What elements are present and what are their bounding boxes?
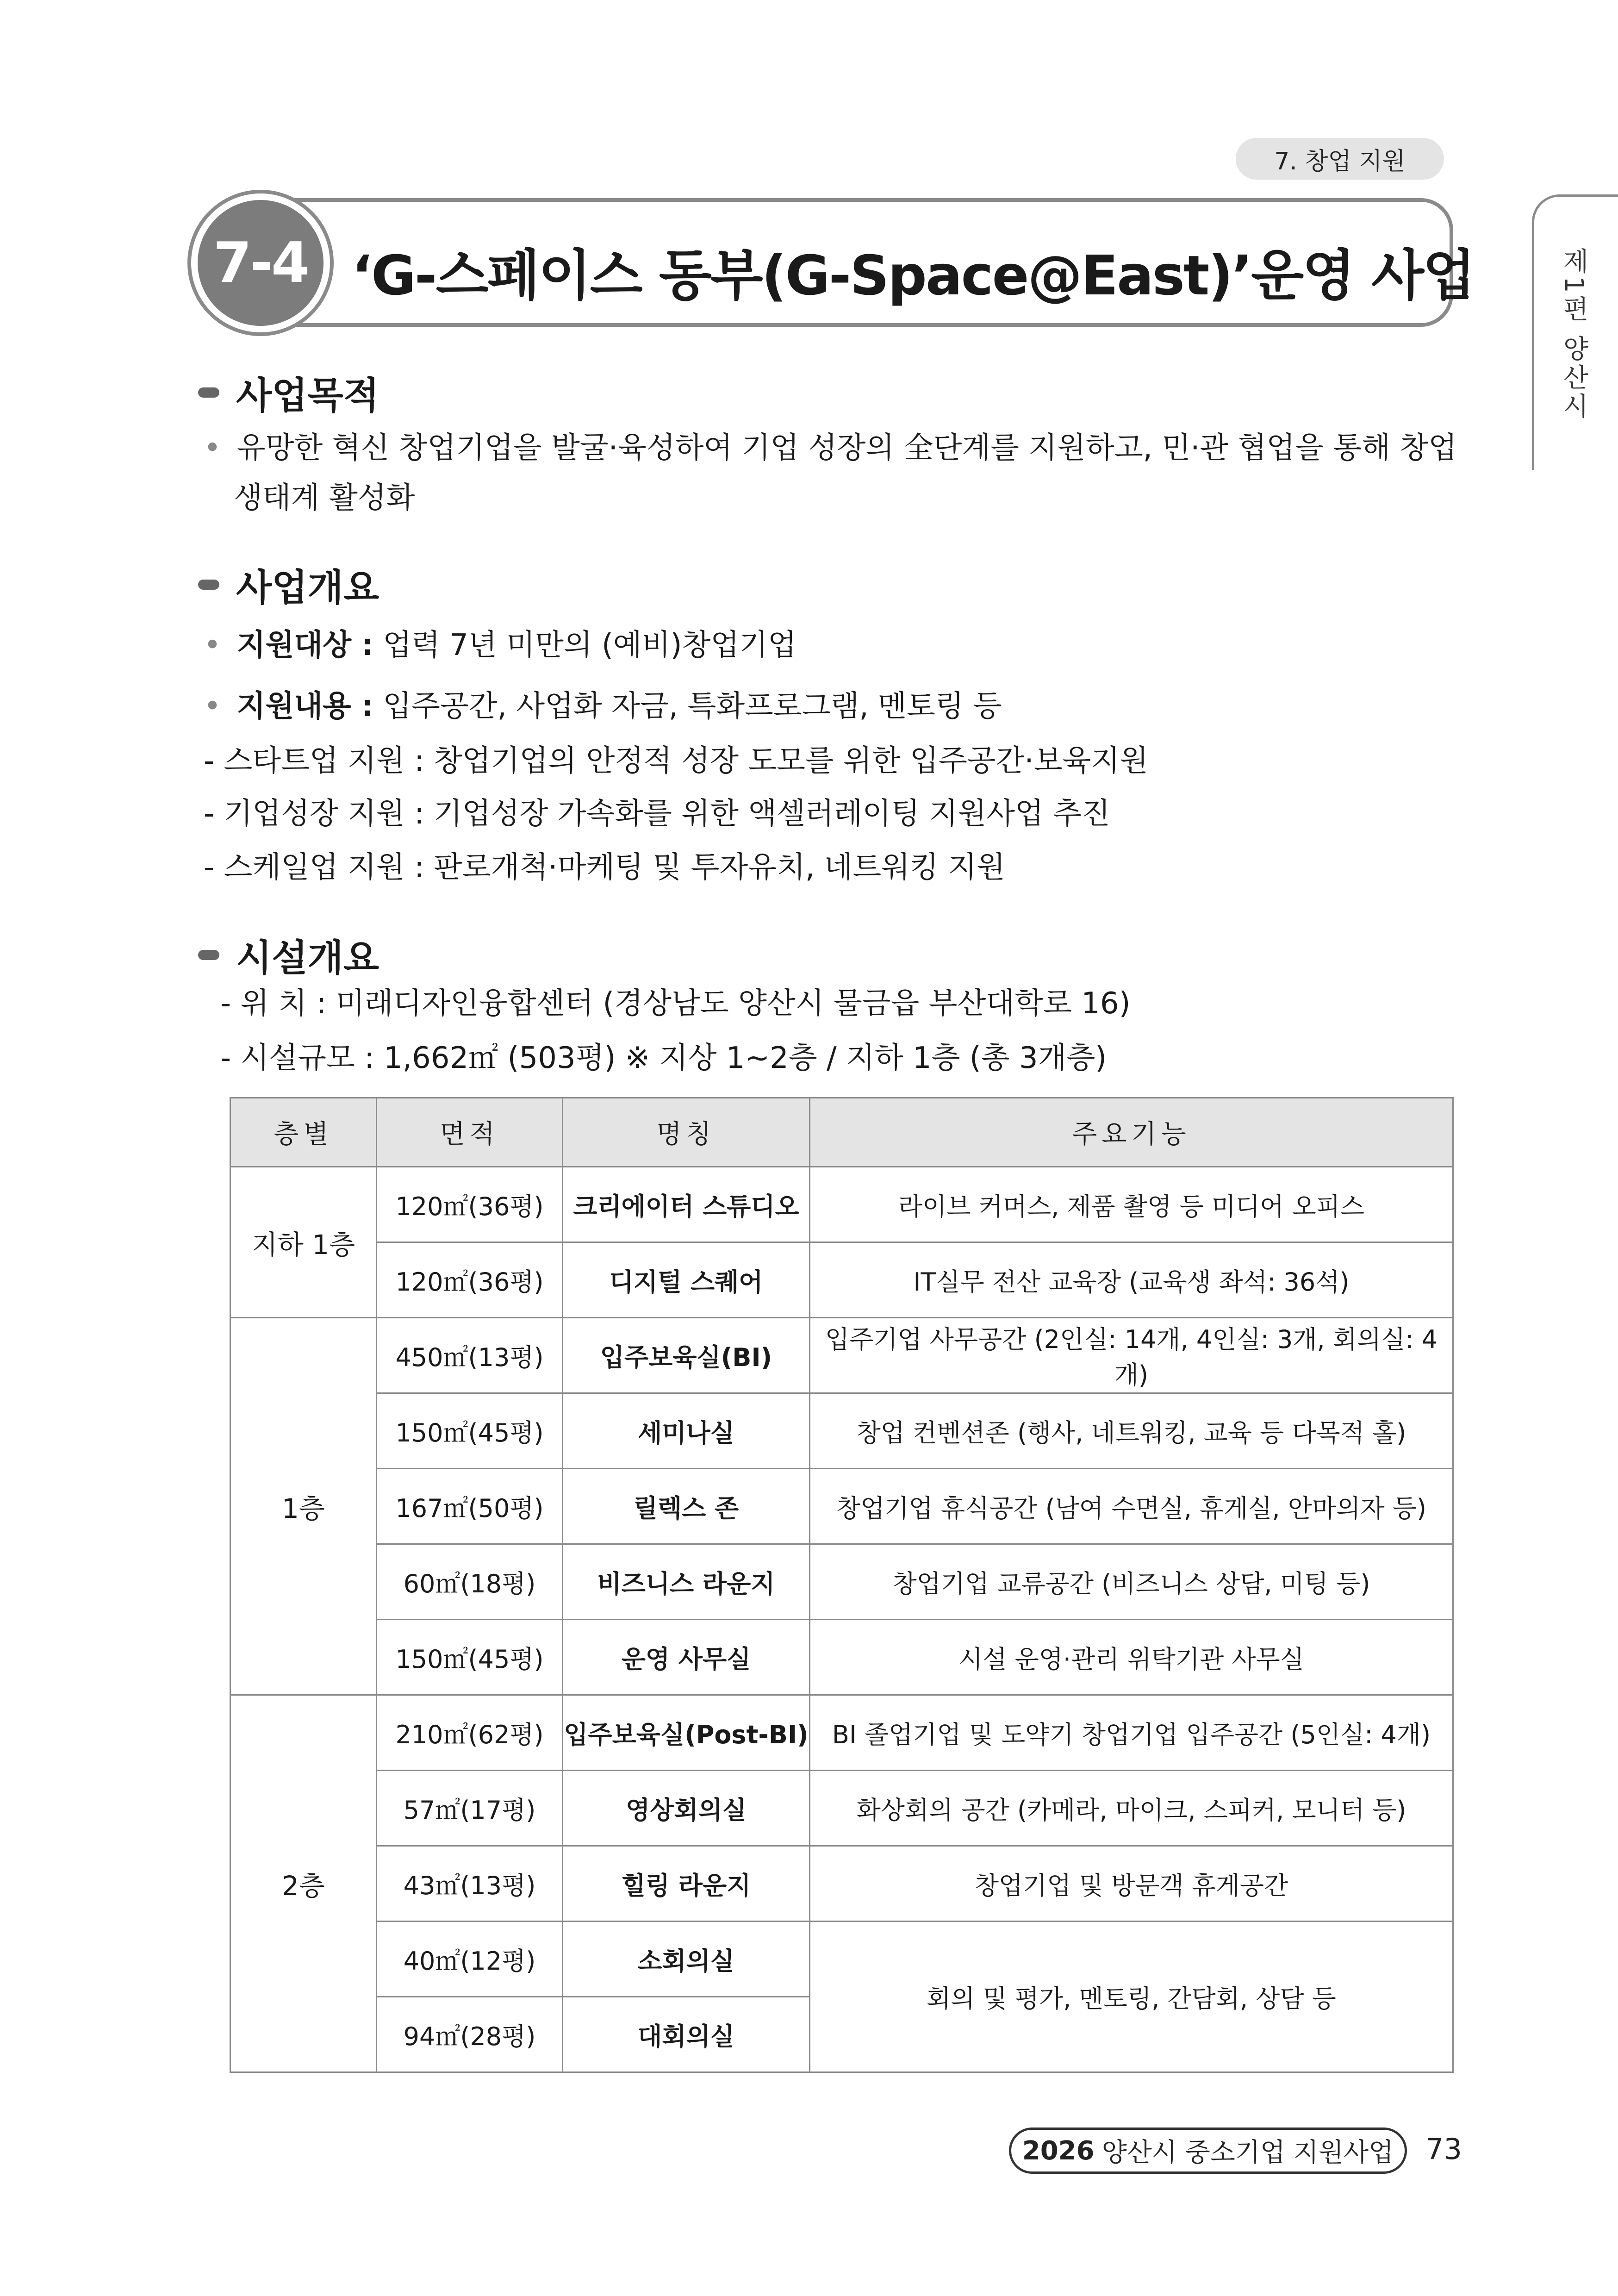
table-header-cell: 층별 xyxy=(230,1098,377,1167)
facility-scale: - 시설규모 : 1,662㎡ (503평) ※ 지상 1~2층 / 지하 1층 (총 3개층) xyxy=(220,1041,1107,1075)
function-cell: 시설 운영·관리 위탁기관 사무실 xyxy=(810,1620,1453,1695)
section-heading-facility xyxy=(198,928,379,981)
room-name-cell: 운영 사무실 xyxy=(563,1620,810,1695)
table-row xyxy=(230,1846,1453,1922)
function-cell: IT실무 전산 교육장 (교육생 좌석: 36석) xyxy=(810,1242,1453,1318)
floor-cell: 2층 xyxy=(230,1695,377,2072)
table-row xyxy=(230,1242,1453,1318)
area-cell: 210㎡(62평) xyxy=(377,1695,563,1771)
page-number: 73 xyxy=(1425,2132,1462,2166)
table-row xyxy=(230,1318,1453,1393)
function-cell: 창업기업 교류공간 (비즈니스 상담, 미팅 등) xyxy=(810,1544,1453,1620)
room-name-cell: 영상회의실 xyxy=(563,1771,810,1846)
table-row xyxy=(230,1393,1453,1469)
room-name-cell: 릴렉스 존 xyxy=(563,1469,810,1544)
section-heading-text: 시설개요 xyxy=(236,936,380,980)
table-row xyxy=(230,1620,1453,1695)
table-row xyxy=(230,1771,1453,1846)
table-header-cell: 주요기능 xyxy=(810,1098,1453,1167)
section-heading-text: 사업목적 xyxy=(236,374,380,417)
chapter-label: 7. 창업 지원 xyxy=(1236,138,1444,180)
purpose-line-1: • 유망한 혁신 창업기업을 발굴·육성하여 기업 성장의 全단계를 지원하고, 민·관 협업을 통해 창업 xyxy=(204,431,1457,465)
room-name-cell: 크리에이터 스튜디오 xyxy=(563,1167,810,1242)
function-cell: 라이브 커머스, 제품 촬영 등 미디어 오피스 xyxy=(810,1167,1453,1242)
footer-label xyxy=(1009,2128,1407,2174)
purpose-line-2: 생태계 활성화 xyxy=(234,481,415,515)
page-title: ‘G-스페이스 동부(G-Space@East)’운영 사업 xyxy=(352,243,1475,307)
overview-sub-startup: - 스타트업 지원 : 창업기업의 안정적 성장 도모를 위한 입주공간·보육지원 xyxy=(204,744,1148,778)
table-row xyxy=(230,1695,1453,1771)
room-name-cell: 입주보육실(Post-BI) xyxy=(563,1695,810,1771)
table-row xyxy=(230,1469,1453,1544)
area-cell: 167㎡(50평) xyxy=(377,1469,563,1544)
room-name-cell: 비즈니스 라운지 xyxy=(563,1544,810,1620)
floor-cell: 1층 xyxy=(230,1318,377,1695)
overview-sub-scaleup: - 스케일업 지원 : 판로개척·마케팅 및 투자유치, 네트워킹 지원 xyxy=(204,850,1005,885)
room-name-cell: 대회의실 xyxy=(563,1997,810,2072)
area-cell: 43㎡(13평) xyxy=(377,1846,563,1922)
function-cell: 회의 및 평가, 멘토링, 간담회, 상담 등 xyxy=(810,1922,1453,2072)
overview-content: • 지원내용 : 입주공간, 사업화 자금, 특화프로그램, 멘토링 등 xyxy=(204,689,1002,724)
area-cell: 150㎡(45평) xyxy=(377,1620,563,1695)
section-dash-icon xyxy=(198,387,219,398)
side-tab-label: 제1편 양산시 xyxy=(1559,248,1589,422)
floor-cell: 지하 1층 xyxy=(230,1167,377,1318)
footer-text: 양산시 중소기업 지원사업 xyxy=(1101,2138,1394,2168)
bullet-dot-icon: • xyxy=(204,689,221,724)
table-row xyxy=(230,1544,1453,1620)
section-dash-icon xyxy=(198,950,219,960)
area-cell: 40㎡(12평) xyxy=(377,1922,563,1997)
title-badge: 7-4 xyxy=(198,200,324,326)
facility-table xyxy=(230,1097,1454,2073)
section-heading-purpose xyxy=(198,366,379,419)
table-row xyxy=(230,1167,1453,1242)
footer-year: 2026 xyxy=(1022,2135,1095,2166)
overview-sub-growth: - 기업성장 지원 : 기업성장 가속화를 위한 액셀러레이팅 지원사업 추진 xyxy=(204,797,1110,831)
area-cell: 120㎡(36평) xyxy=(377,1167,563,1242)
area-cell: 450㎡(13평) xyxy=(377,1318,563,1393)
bullet-dot-icon: • xyxy=(204,431,221,465)
bullet-dot-icon: • xyxy=(204,628,221,662)
overview-target: • 지원대상 : 업력 7년 미만의 (예비)창업기업 xyxy=(204,628,797,662)
section-heading-text: 사업개요 xyxy=(236,566,380,609)
function-cell: 창업기업 및 방문객 휴게공간 xyxy=(810,1846,1453,1922)
area-cell: 150㎡(45평) xyxy=(377,1393,563,1469)
area-cell: 60㎡(18평) xyxy=(377,1544,563,1620)
function-cell: BI 졸업기업 및 도약기 창업기업 입주공간 (5인실: 4개) xyxy=(810,1695,1453,1771)
table-row xyxy=(230,1922,1453,1997)
section-dash-icon xyxy=(198,580,219,590)
area-cell: 94㎡(28평) xyxy=(377,1997,563,2072)
room-name-cell: 입주보육실(BI) xyxy=(563,1318,810,1393)
table-header-cell: 명칭 xyxy=(563,1098,810,1167)
area-cell: 57㎡(17평) xyxy=(377,1771,563,1846)
room-name-cell: 힐링 라운지 xyxy=(563,1846,810,1922)
area-cell: 120㎡(36평) xyxy=(377,1242,563,1318)
section-heading-overview xyxy=(198,558,379,611)
function-cell: 창업 컨벤션존 (행사, 네트워킹, 교육 등 다목적 홀) xyxy=(810,1393,1453,1469)
function-cell: 입주기업 사무공간 (2인실: 14개, 4인실: 3개, 회의실: 4개) xyxy=(810,1318,1453,1393)
function-cell: 창업기업 휴식공간 (남여 수면실, 휴게실, 안마의자 등) xyxy=(810,1469,1453,1544)
room-name-cell: 디지털 스퀘어 xyxy=(563,1242,810,1318)
facility-location: - 위 치 : 미래디자인융합센터 (경상남도 양산시 물금읍 부산대학로 16) xyxy=(220,986,1131,1021)
room-name-cell: 소회의실 xyxy=(563,1922,810,1997)
table-header-row xyxy=(230,1098,1453,1167)
table-header-cell: 면적 xyxy=(377,1098,563,1167)
function-cell: 화상회의 공간 (카메라, 마이크, 스피커, 모니터 등) xyxy=(810,1771,1453,1846)
room-name-cell: 세미나실 xyxy=(563,1393,810,1469)
